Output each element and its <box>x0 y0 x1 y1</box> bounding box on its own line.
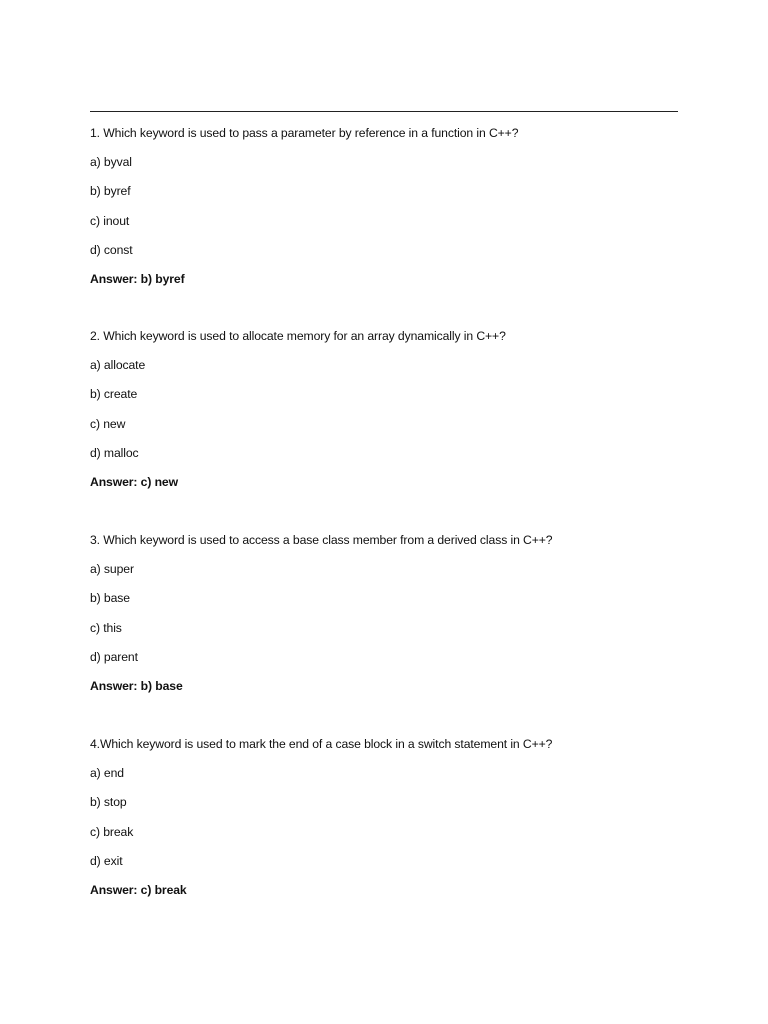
horizontal-divider <box>90 111 678 112</box>
option-a: a) super <box>90 562 134 577</box>
question-block-4 <box>90 736 690 911</box>
question-prompt: 3. Which keyword is used to access a base class member from a derived class in C++? <box>90 533 553 547</box>
answer-line: Answer: c) new <box>90 474 178 489</box>
option-c: c) break <box>90 824 134 839</box>
question-prompt: 1. Which keyword is used to pass a parameter by reference in a function in C++? <box>90 126 519 140</box>
option-d: d) malloc <box>90 445 139 460</box>
option-d: d) parent <box>90 649 138 664</box>
answer-line: Answer: b) base <box>90 678 183 693</box>
option-b: b) base <box>90 591 130 606</box>
option-b: b) stop <box>90 795 127 810</box>
option-b: b) create <box>90 387 138 402</box>
option-d: d) const <box>90 242 133 257</box>
option-c: c) inout <box>90 213 130 228</box>
question-prompt: 4.Which keyword is used to mark the end of a case block in a switch statement in C++? <box>90 737 553 751</box>
answer-line: Answer: b) byref <box>90 271 185 286</box>
option-a: a) end <box>90 766 124 781</box>
option-b: b) byref <box>90 184 131 199</box>
question-prompt: 2. Which keyword is used to allocate memory for an array dynamically in C++? <box>90 329 506 343</box>
question-block-2 <box>90 328 690 503</box>
option-d: d) exit <box>90 853 123 868</box>
question-block-3 <box>90 532 690 707</box>
option-c: c) this <box>90 620 122 635</box>
option-a: a) allocate <box>90 358 146 373</box>
question-block-1 <box>90 125 690 300</box>
option-a: a) byval <box>90 155 132 170</box>
option-c: c) new <box>90 416 126 431</box>
answer-line: Answer: c) break <box>90 882 187 897</box>
